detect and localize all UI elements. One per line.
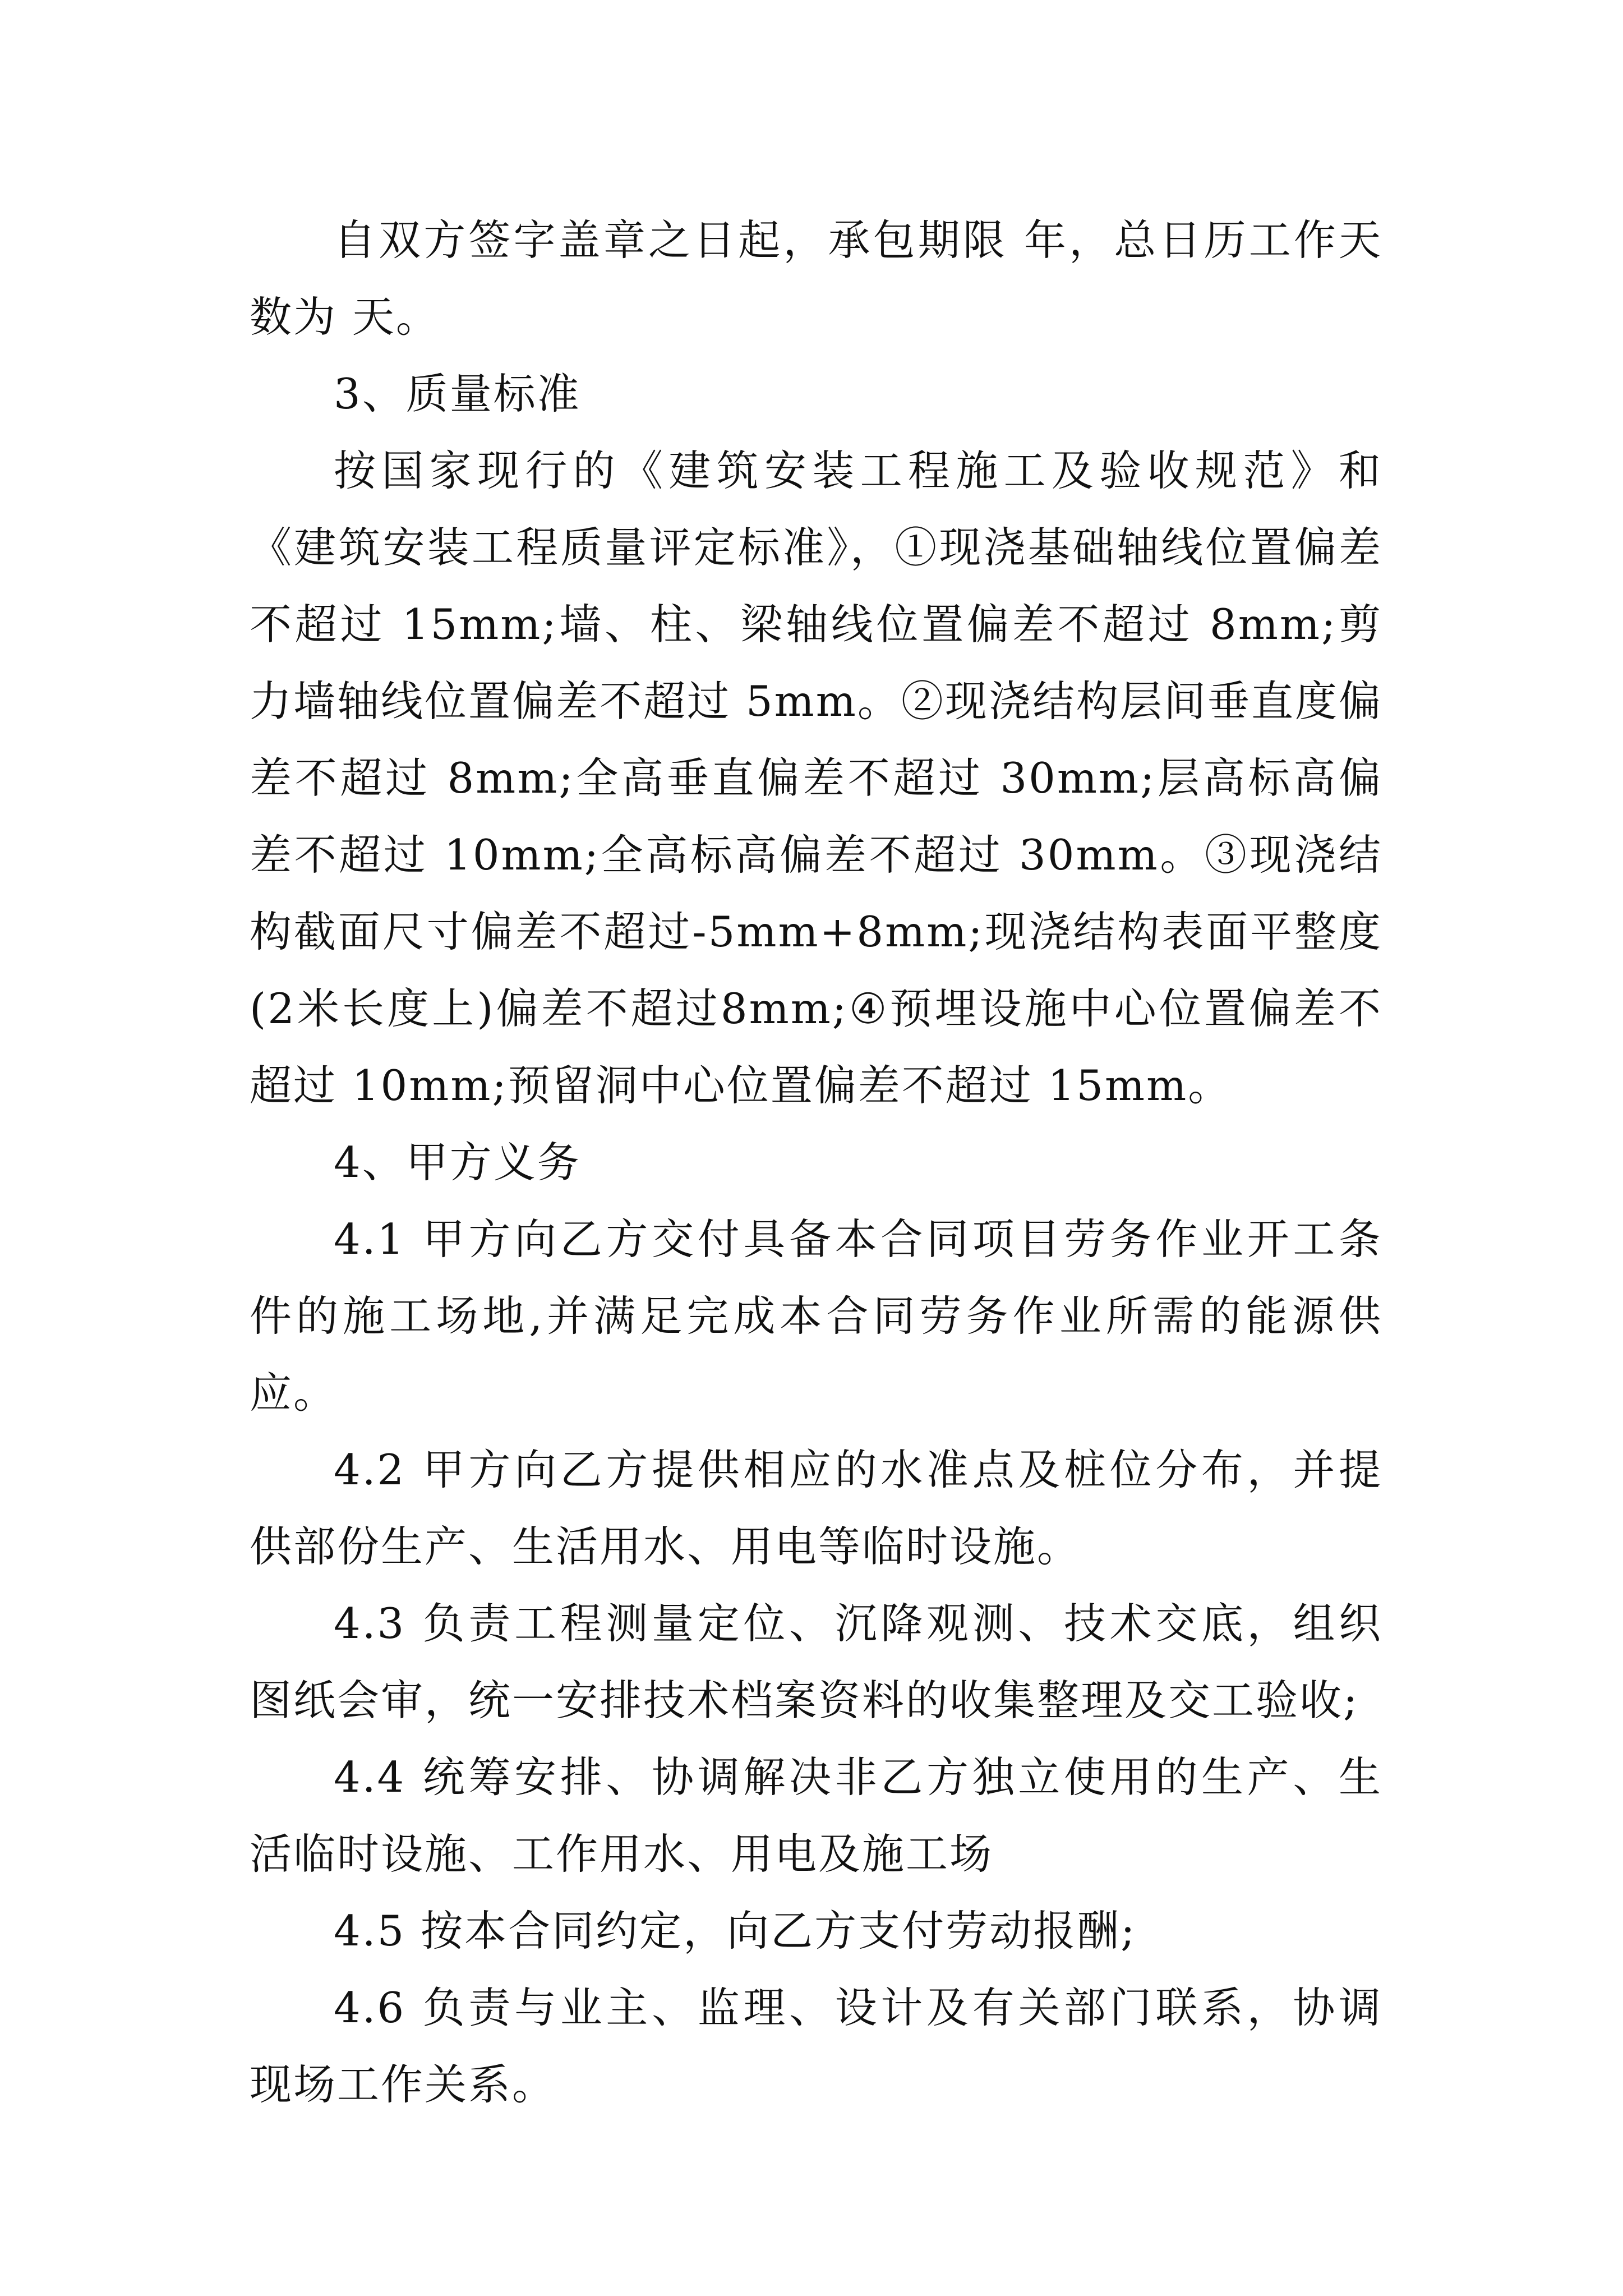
paragraph-clause-4-1: 4.1 甲方向乙方交付具备本合同项目劳务作业开工条件的施工场地,并满足完成本合同劳务作业所需的能源供应。 [250, 1214, 1382, 1418]
paragraph-clause-4-2: 4.2 甲方向乙方提供相应的水准点及桩位分布，并提供部份生产、生活用水、用电等临时设施。 [250, 1445, 1382, 1571]
section-heading-quality-standard: 3、质量标准 [334, 369, 581, 418]
paragraph-clause-4-4: 4.4 统筹安排、协调解决非乙方独立使用的生产、生活临时设施、工作用水、用电及施工场 [250, 1752, 1382, 1879]
paragraph-clause-4-6: 4.6 负责与业主、监理、设计及有关部门联系，协调现场工作关系。 [250, 1983, 1382, 2109]
paragraph-clause-4-5: 4.5 按本合同约定，向乙方支付劳动报酬; [334, 1906, 1137, 1955]
paragraph-quality-standard: 按国家现行的《建筑安装工程施工及验收规范》和《建筑安装工程质量评定标准》，①现浇基础轴线位置偏差不超过 15mm;墙、柱、梁轴线位置偏差不超过 8mm;剪力墙轴线位置偏差不超过 5mm。②现浇结构层间垂直度偏差不超过 8mm;全高垂直偏差不超过 30mm;层高标高偏差不超过 10mm;全高标高偏差不超过 30mm。③现浇结构截面尺寸偏差不超过-5mm+8mm;现浇结构表面平整度(2米长度上)偏差不超过8mm;④预埋设施中心位置偏差不超过 10mm;预留洞中心位置偏差不超过 15mm。 [250, 446, 1382, 1110]
section-heading-party-a-obligations: 4、甲方义务 [334, 1138, 581, 1187]
paragraph-clause-4-3: 4.3 负责工程测量定位、沉降观测、技术交底，组织图纸会审，统一安排技术档案资料的收集整理及交工验收; [250, 1599, 1382, 1725]
paragraph-contract-term: 自双方签字盖章之日起，承包期限 年，总日历工作天数为 天。 [250, 215, 1382, 342]
document-body [250, 202, 1382, 2123]
